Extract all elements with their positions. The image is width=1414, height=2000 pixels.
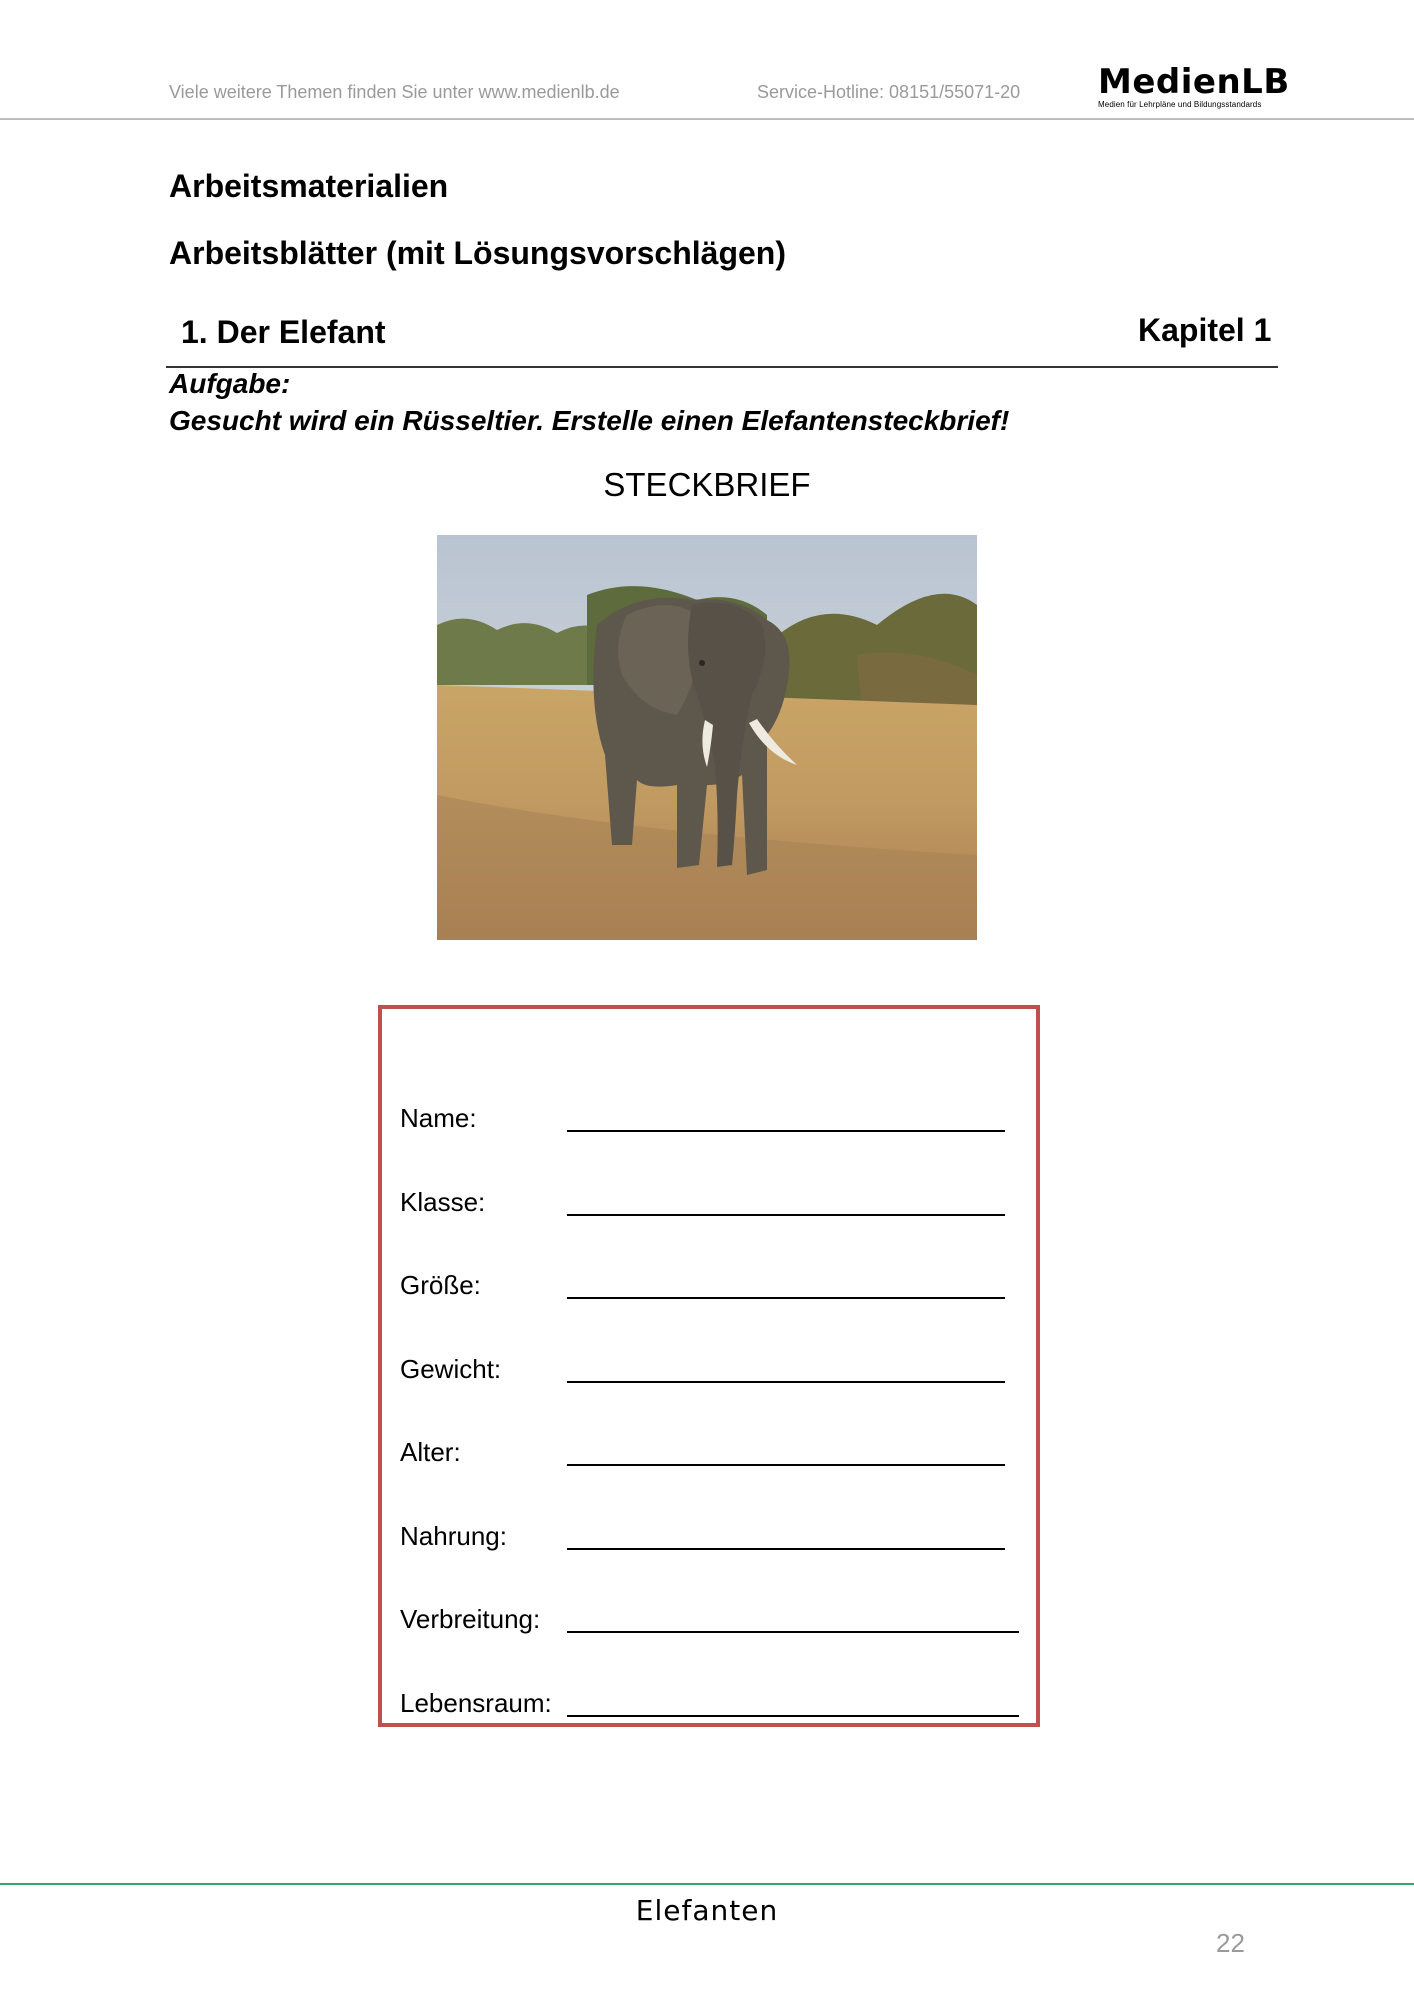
field-label-gewicht: Gewicht:: [400, 1354, 502, 1384]
footer-title: Elefanten: [635, 1894, 779, 1927]
steckbrief-title: STECKBRIEF: [603, 466, 811, 503]
field-line-klasse[interactable]: [567, 1214, 1005, 1216]
elephant-photo: [437, 535, 977, 940]
logo-name: MedienLB: [1098, 62, 1290, 102]
task-text: Gesucht wird ein Rüsseltier. Erstelle einen Elefantensteckbrief!: [169, 405, 1010, 436]
header-website-text: Viele weitere Themen finden Sie unter www.medienlb.de: [169, 82, 620, 102]
field-label-lebensraum: Lebensraum:: [400, 1688, 552, 1718]
medienlb-logo: [1098, 64, 1290, 109]
footer-divider: [0, 1883, 1414, 1885]
subsection-title: Arbeitsblätter (mit Lösungsvorschlägen): [169, 235, 786, 271]
chapter-label: Kapitel 1: [1138, 312, 1272, 348]
header-hotline-text: Service-Hotline: 08151/55071-20: [757, 82, 1021, 102]
field-line-nahrung[interactable]: [567, 1548, 1005, 1550]
page-number: 22: [1216, 1928, 1245, 1958]
field-line-gewicht[interactable]: [567, 1381, 1005, 1383]
field-line-lebensraum[interactable]: [567, 1715, 1019, 1717]
chapter-divider: [166, 366, 1278, 368]
field-line-groesse[interactable]: [567, 1297, 1005, 1299]
field-label-groesse: Größe:: [400, 1270, 481, 1300]
chapter-title: 1. Der Elefant: [181, 314, 386, 350]
field-label-verbreitung: Verbreitung:: [400, 1604, 541, 1634]
task-label: Aufgabe:: [169, 368, 291, 399]
field-label-alter: Alter:: [400, 1437, 461, 1467]
field-label-klasse: Klasse:: [400, 1187, 486, 1217]
logo-tagline: Medien für Lehrpläne und Bildungsstandards: [1098, 100, 1262, 109]
header-divider: [0, 118, 1414, 120]
field-line-verbreitung[interactable]: [567, 1631, 1019, 1633]
field-label-name: Name:: [400, 1103, 477, 1133]
field-line-name[interactable]: [567, 1130, 1005, 1132]
field-line-alter[interactable]: [567, 1464, 1005, 1466]
section-title: Arbeitsmaterialien: [169, 168, 449, 204]
field-label-nahrung: Nahrung:: [400, 1521, 507, 1551]
